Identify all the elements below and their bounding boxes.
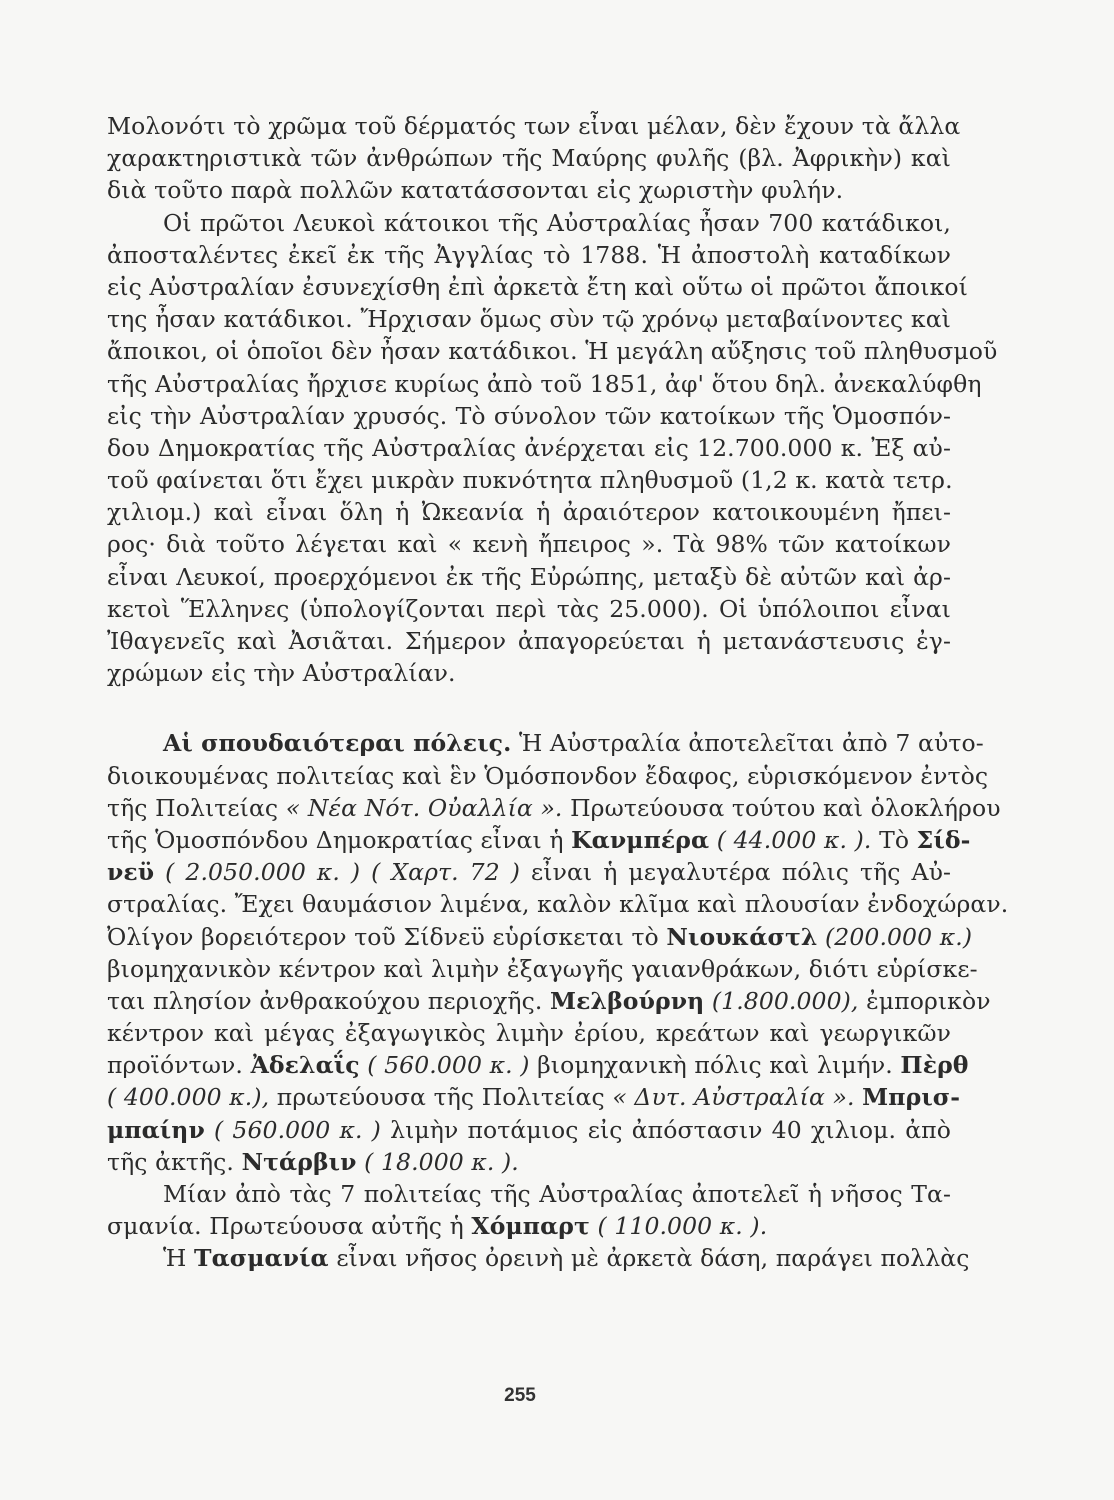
text-segment: Τὸ	[879, 825, 910, 854]
population-figure: ( 400.000 κ.),	[107, 1083, 270, 1112]
text-line	[107, 985, 991, 1017]
text-line	[107, 1242, 970, 1274]
text-line	[107, 1081, 961, 1113]
text-line	[107, 824, 971, 856]
city-name: Ντάρβιν	[241, 1147, 357, 1176]
text-line	[107, 921, 973, 953]
city-name: Μελβούρνη	[550, 986, 705, 1015]
text-line: διὰ τοῦτο παρὰ πολλῶν κατατάσσονται εἰς χωριστὴν φυλήν.	[107, 176, 844, 205]
city-name: Σίδ-	[916, 825, 971, 854]
text-line	[107, 1049, 969, 1081]
text-line: στραλίας. Ἔχει θαυμάσιον λιμένα, καλὸν κλῖμα καὶ πλουσίαν ἐνδοχώραν.	[107, 890, 1009, 919]
paragraph-gap	[107, 689, 951, 727]
island-name: Τασμανία	[194, 1244, 329, 1273]
page-body	[107, 110, 1009, 1275]
text-line: Οἱ πρῶτοι Λευκοὶ κάτοικοι τῆς Αὐστραλίας ἦσαν 700 κατάδικοι,	[163, 208, 951, 237]
page-number: 255	[504, 1385, 536, 1406]
city-name: Κανμπέρα	[571, 825, 710, 854]
text-line: χαρακτηριστικὰ τῶν ἀνθρώπων τῆς Μαύρης φυλῆς (βλ. Ἀφρικὴν) καὶ	[107, 144, 951, 173]
text-line	[107, 1146, 951, 1178]
city-name: νεϋ	[107, 858, 155, 887]
population-figure: ( 560.000 κ. )	[214, 1115, 381, 1144]
city-name: Πὲρθ	[900, 1051, 969, 1080]
city-name: Νιουκάστλ	[666, 922, 818, 951]
city-name: Ἀδελαΐς	[250, 1051, 360, 1080]
text-segment: προϊόντων.	[107, 1051, 243, 1080]
state-name: « Νέα Νότ. Οὐαλλία ».	[285, 793, 563, 822]
text-line: ἄποικοι, οἱ ὁποῖοι δὲν ἦσαν κατάδικοι. Ἡ μεγάλη αὔξησις τοῦ πληθυσμοῦ	[107, 337, 998, 366]
text-segment: βιομηχανικὴ πόλις καὶ λιμήν.	[537, 1051, 893, 1080]
text-segment: εἶναι ἡ μεγαλυτέρα πόλις τῆς Αὐ-	[530, 858, 952, 887]
text-line: τοῦ φαίνεται ὅτι ἔχει μικρὰν πυκνότητα πληθυσμοῦ (1,2 κ. κατὰ τετρ.	[107, 466, 953, 495]
text-line: Μίαν ἀπὸ τὰς 7 πολιτείας τῆς Αὐστραλίας ἀποτελεῖ ἡ νῆσος Τα-	[163, 1180, 951, 1208]
text-line: τῆς Αὐστραλίας ἤρχισε κυρίως ἀπὸ τοῦ 1851, ἀφ' ὅτου δηλ. ἀνεκαλύφθη	[107, 369, 982, 398]
population-figure: ( 110.000 κ. ).	[597, 1212, 768, 1241]
text-segment: τῆς Πολιτείας	[107, 793, 279, 822]
text-line: εἰς τὴν Αὐστραλίαν χρυσός. Τὸ σύνολον τῶν κατοίκων τῆς Ὁμοσπόν-	[107, 401, 951, 430]
text-segment: Ὀλίγον βορειότερον τοῦ Σίδνεϋ εὑρίσκεται τὸ	[107, 922, 659, 951]
text-segment: τῆς ἀκτῆς.	[107, 1147, 234, 1176]
population-figure: (200.000 κ.)	[825, 922, 973, 951]
population-figure: (1.800.000),	[711, 986, 859, 1015]
population-figure: ( 44.000 κ. ).	[716, 825, 872, 854]
section-heading: Αἱ σπουδαιότεραι πόλεις.	[163, 729, 512, 758]
text-line	[107, 792, 1001, 824]
state-name: « Δυτ. Αὐστραλία ».	[612, 1083, 855, 1112]
text-line: ρος· διὰ τοῦτο λέγεται καὶ « κενὴ ἤπειρος ». Τὰ 98% τῶν κατοίκων	[107, 530, 951, 559]
text-line	[107, 856, 951, 888]
city-name: Χόμπαρτ	[471, 1212, 590, 1241]
text-line	[107, 727, 984, 759]
population-figure: ( 560.000 κ. )	[367, 1051, 530, 1080]
text-line: Μολονότι τὸ χρῶμα τοῦ δέρματός των εἶναι μέλαν, δὲν ἔχουν τὰ ἄλλα	[107, 112, 961, 140]
text-line: χιλιομ.) καὶ εἶναι ὅλη ἡ Ὠκεανία ἡ ἀραιότερον κατοικουμένη ἤπει-	[107, 498, 951, 527]
text-segment: Πρωτεύουσα τούτου καὶ ὁλοκλήρου	[570, 793, 1001, 822]
text-segment: τῆς Ὁμοσπόνδου Δημοκρατίας εἶναι ἡ	[107, 825, 564, 854]
text-line: ἀποσταλέντες ἐκεῖ ἐκ τῆς Ἀγγλίας τὸ 1788. Ἡ ἀποστολὴ καταδίκων	[107, 240, 951, 269]
text-segment: Ἡ	[163, 1244, 187, 1273]
text-line: Ἰθαγενεῖς καὶ Ἀσιᾶται. Σήμερον ἀπαγορεύεται ἡ μετανάστευσις ἐγ-	[107, 627, 951, 655]
text-line: χρώμων εἰς τὴν Αὐστραλίαν.	[107, 659, 456, 688]
text-segment: ἐμπορικὸν	[866, 986, 991, 1015]
text-line: εἶναι Λευκοί, προερχόμενοι ἐκ τῆς Εὐρώπης, μεταξὺ δὲ αὐτῶν καὶ ἀρ-	[107, 562, 951, 591]
text-segment: Ἡ Αὐστραλία ἀποτελεῖται ἀπὸ 7 αὐτο-	[518, 729, 984, 758]
text-line: κετοὶ Ἕλληνες (ὑπολογίζονται περὶ τὰς 25.000). Οἱ ὑπόλοιποι εἶναι	[107, 594, 951, 623]
text-segment: ται πλησίον ἀνθρακούχου περιοχῆς.	[107, 986, 543, 1015]
text-segment: σμανία. Πρωτεύουσα αὐτῆς ἡ	[107, 1212, 464, 1241]
population-figure: ( 18.000 κ. ).	[364, 1147, 519, 1176]
text-segment: πρωτεύουσα τῆς Πολιτείας	[276, 1083, 605, 1112]
text-segment: εἶναι νῆσος ὀρεινὴ μὲ ἀρκετὰ δάση, παράγει πολλὰς	[336, 1244, 970, 1273]
text-line: εἰς Αὐστραλίαν ἐσυνεχίσθη ἐπὶ ἀρκετὰ ἔτη καὶ οὕτω οἱ πρῶτοι ἄποικοί	[107, 272, 968, 301]
text-line: κέντρον καὶ μέγας ἐξαγωγικὸς λιμὴν ἐρίου, κρεάτων καὶ γεωργικῶν	[107, 1019, 951, 1048]
text-line: βιομηχανικὸν κέντρον καὶ λιμὴν ἐξαγωγῆς γαιανθράκων, διότι εὑρίσκε-	[107, 954, 978, 983]
text-line	[107, 1210, 951, 1242]
city-name: μπαίην	[107, 1115, 205, 1144]
text-line: δου Δημοκρατίας τῆς Αὐστραλίας ἀνέρχεται εἰς 12.700.000 κ. Ἐξ αὐ-	[107, 433, 951, 462]
text-line: διοικουμένας πολιτείας καὶ ἓν Ὁμόσπονδον ἔδαφος, εὑρισκόμενον ἐντὸς	[107, 761, 989, 790]
text-line: της ἦσαν κατάδικοι. Ἤρχισαν ὅμως σὺν τῷ χρόνῳ μεταβαίνοντες καὶ	[107, 305, 951, 334]
text-segment: λιμὴν ποτάμιος εἰς ἀπόστασιν 40 χιλιομ. ἀπὸ	[390, 1115, 951, 1144]
city-name: Μπρισ-	[862, 1083, 961, 1112]
text-line	[107, 1114, 951, 1146]
population-figure: ( 2.050.000 κ. ) ( Χαρτ. 72 )	[165, 858, 521, 887]
